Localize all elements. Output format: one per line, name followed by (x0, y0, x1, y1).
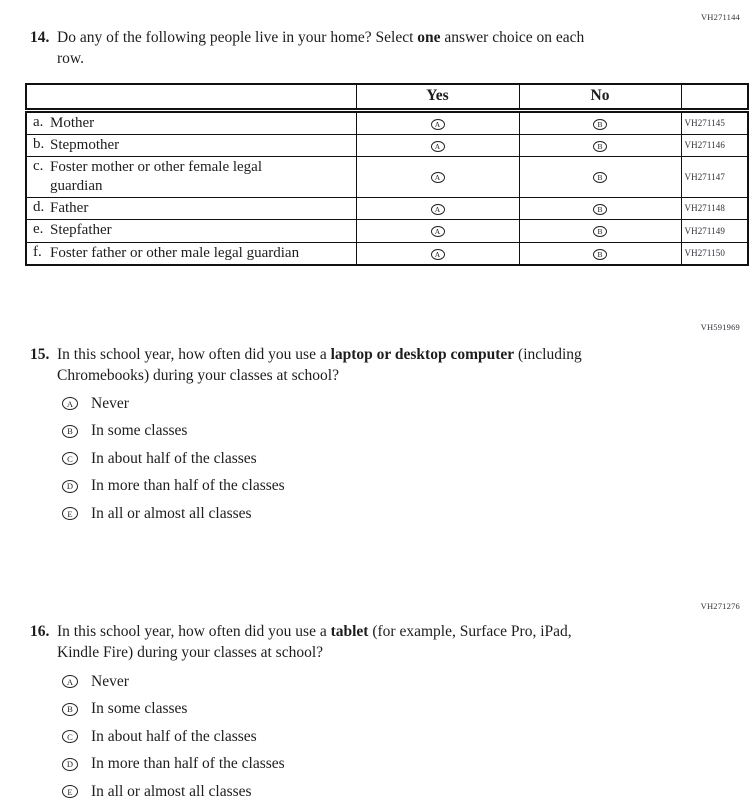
option-label: Never (91, 394, 129, 412)
row-label: Father (50, 199, 89, 216)
radio-no-icon[interactable]: B (593, 226, 607, 237)
radio-yes-icon[interactable]: A (431, 226, 445, 237)
option-row (62, 778, 285, 805)
row-letter: f. (33, 243, 42, 260)
radio-no-icon[interactable]: B (593, 249, 607, 260)
radio-no-icon[interactable]: B (593, 141, 607, 152)
option-label: In all or almost all classes (91, 782, 252, 800)
question-15-number: 15. (30, 346, 50, 363)
radio-option-d-icon[interactable]: D (62, 758, 78, 771)
row-letter: b. (33, 135, 45, 152)
question-16-accession-code: VH271276 (700, 601, 740, 611)
radio-option-a-icon[interactable]: A (62, 397, 78, 410)
radio-option-c-icon[interactable]: C (62, 452, 78, 465)
option-label: Never (91, 672, 129, 690)
question-15-text-line2: Chromebooks) during your classes at school? (57, 367, 339, 384)
question-14-accession-code: VH271144 (700, 12, 740, 22)
row-accession-code: VH271146 (681, 134, 748, 156)
option-row (62, 418, 285, 446)
question-16-options (62, 668, 285, 805)
option-label: In about half of the classes (91, 449, 257, 467)
row-letter: d. (33, 198, 45, 215)
table-row-foster-mother (26, 156, 748, 197)
radio-option-e-icon[interactable]: E (62, 785, 78, 798)
option-label: In some classes (91, 422, 188, 440)
option-label: In about half of the classes (91, 727, 257, 745)
radio-no-icon[interactable]: B (593, 119, 607, 130)
row-letter: e. (33, 221, 44, 237)
row-letter: c. (33, 157, 44, 174)
radio-no-icon[interactable]: B (593, 204, 607, 215)
row-letter: a. (33, 113, 44, 130)
question-14-text-line1: Do any of the following people live in your home? Select one answer choice on each (57, 29, 585, 46)
radio-option-d-icon[interactable]: D (62, 480, 78, 493)
question-14-text-line2: row. (57, 50, 84, 67)
question-15-text-line1: In this school year, how often did you use a laptop or desktop computer (including (57, 346, 582, 363)
radio-yes-icon[interactable]: A (431, 119, 445, 130)
table-row-father (26, 197, 748, 219)
table-header-row (26, 84, 748, 110)
option-row (62, 751, 285, 779)
radio-yes-icon[interactable]: A (431, 172, 445, 183)
table-header-blank (26, 84, 356, 110)
option-row (62, 723, 285, 751)
question-14-text (57, 27, 584, 69)
option-label: In more than half of the classes (91, 755, 285, 773)
question-15 (30, 344, 582, 386)
row-accession-code: VH271145 (681, 110, 748, 134)
question-16 (30, 621, 572, 663)
option-label: In more than half of the classes (91, 477, 285, 495)
row-label: Stepmother (50, 136, 120, 153)
table-row-stepmother (26, 134, 748, 156)
table-row-foster-father (26, 242, 748, 265)
radio-no-icon[interactable]: B (593, 172, 607, 183)
option-label: In some classes (91, 700, 188, 718)
row-label: Foster mother or other female legal guardian (50, 158, 263, 194)
option-row (62, 696, 285, 724)
option-row (62, 445, 285, 473)
radio-option-a-icon[interactable]: A (62, 675, 78, 688)
question-16-number: 16. (30, 623, 50, 640)
row-accession-code: VH271148 (681, 197, 748, 219)
table-header-no: No (519, 84, 681, 110)
row-label: Mother (50, 114, 95, 131)
q14-answer-table (25, 83, 749, 266)
option-row (62, 473, 285, 501)
question-14 (30, 27, 584, 69)
row-accession-code: VH271150 (681, 242, 748, 265)
row-accession-code: VH271147 (681, 156, 748, 197)
row-accession-code: VH271149 (681, 219, 748, 242)
question-16-text (57, 621, 572, 663)
table-row-mother (26, 110, 748, 134)
radio-yes-icon[interactable]: A (431, 249, 445, 260)
row-label: Foster father or other male legal guardian (50, 244, 300, 261)
option-row (62, 668, 285, 696)
table-header-yes: Yes (356, 84, 519, 110)
radio-option-b-icon[interactable]: B (62, 425, 78, 438)
question-14-number: 14. (30, 29, 50, 46)
question-15-text (57, 344, 582, 386)
question-15-accession-code: VH591969 (700, 322, 740, 332)
table-header-code-blank (681, 84, 748, 110)
radio-option-b-icon[interactable]: B (62, 703, 78, 716)
radio-option-e-icon[interactable]: E (62, 507, 78, 520)
question-15-options (62, 390, 285, 528)
option-label: In all or almost all classes (91, 504, 252, 522)
row-label: Stepfather (50, 222, 112, 238)
radio-option-c-icon[interactable]: C (62, 730, 78, 743)
option-row (62, 390, 285, 418)
question-16-text-line1: In this school year, how often did you use a tablet (for example, Surface Pro, iPad, (57, 623, 572, 640)
radio-yes-icon[interactable]: A (431, 204, 445, 215)
option-row (62, 500, 285, 528)
radio-yes-icon[interactable]: A (431, 141, 445, 152)
table-row-stepfather (26, 219, 748, 242)
question-16-text-line2: Kindle Fire) during your classes at school? (57, 644, 324, 661)
